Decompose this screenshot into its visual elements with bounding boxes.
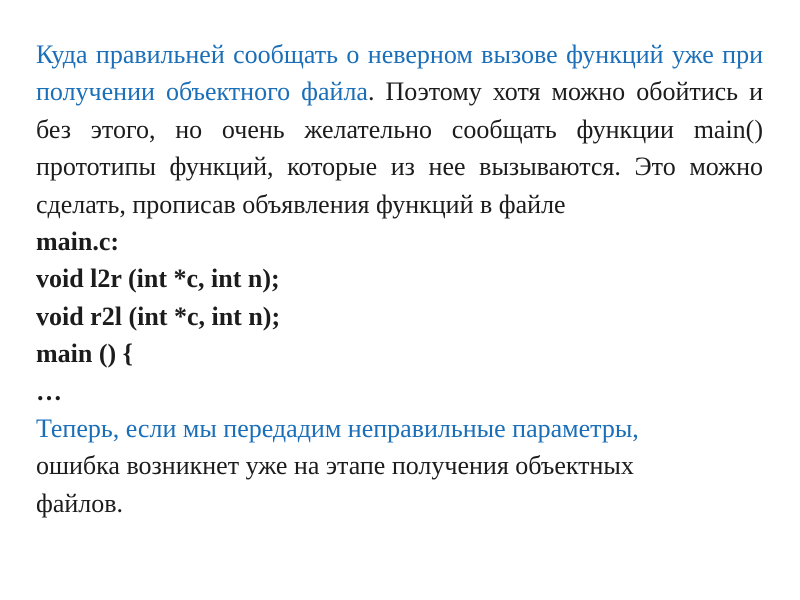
code-line-l2r: void l2r (int *c, int n); xyxy=(36,264,280,294)
conclusion-line-2: ошибка возникнет уже на этапе получения объектных xyxy=(36,451,634,481)
highlighted-text: Куда правильней сообщать о неверном вызове функций уже при получении объектного файла xyxy=(36,40,763,107)
conclusion-line-1: Теперь, если мы передадим неправильные параметры, xyxy=(36,414,639,444)
filename-text: main.c: xyxy=(36,227,120,257)
code-line-r2l: void r2l (int *c, int n); xyxy=(36,301,281,331)
code-line-ellipsis: … xyxy=(36,376,62,406)
slide-content xyxy=(36,36,763,522)
intro-paragraph xyxy=(36,36,763,260)
code-line-main: main () { xyxy=(36,339,133,369)
period-text: . xyxy=(367,77,375,107)
conclusion-line-3: файлов. xyxy=(36,488,124,518)
explanation-text: Поэтому хотя можно обойтись и без этого, но очень желательно сообщать функции main() прототипы функций, которые из нее вызываются. Это можно сделать, прописав объявления функций в файле xyxy=(36,77,763,219)
